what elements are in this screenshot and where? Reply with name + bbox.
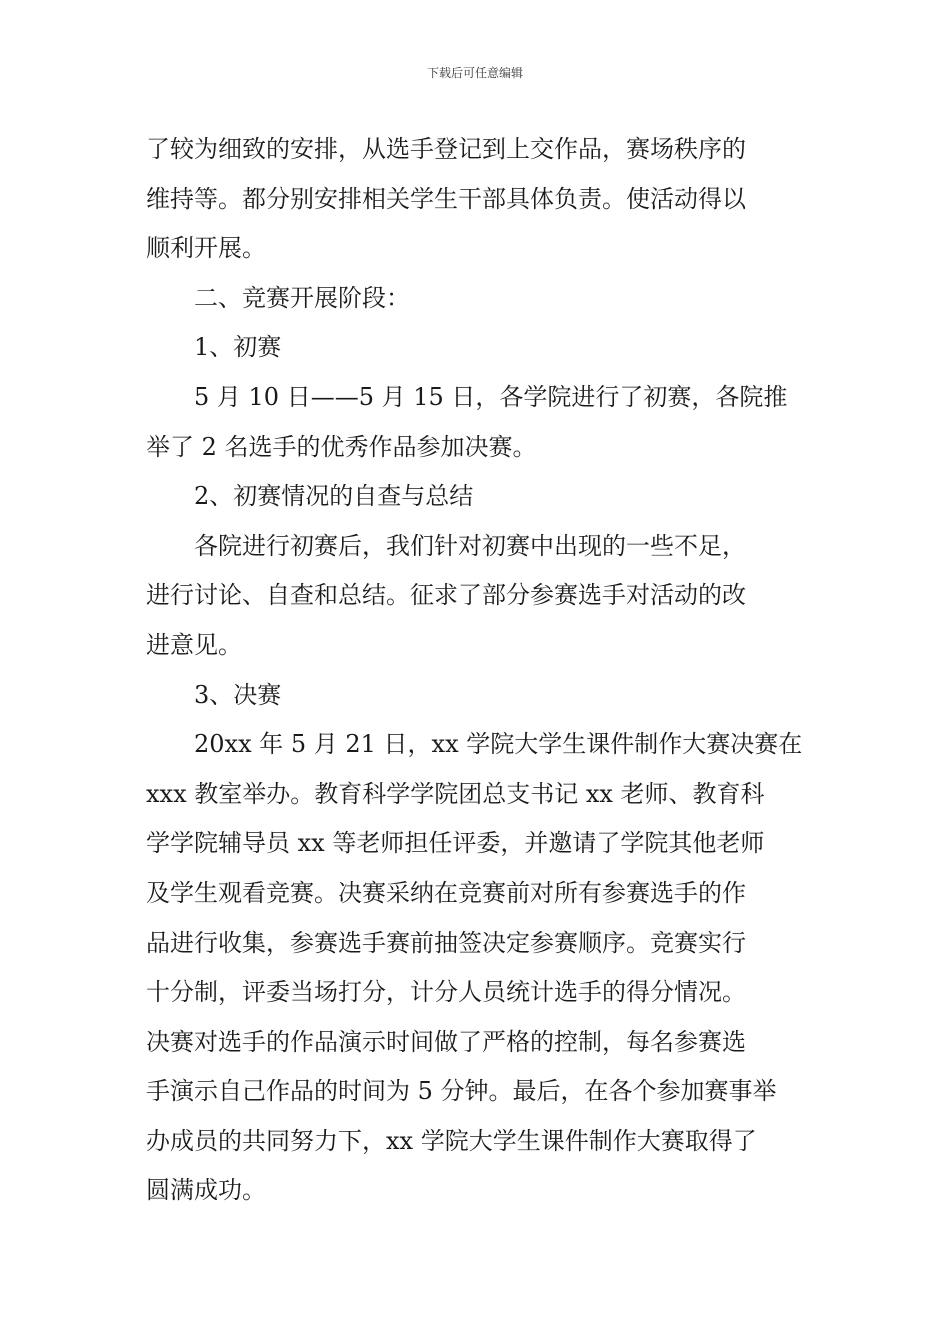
text-line: 2、初赛情况的自查与总结 <box>194 482 474 511</box>
text-line: 20xx 年 5 月 21 日，xx 学院大学生课件制作大赛决赛在 <box>194 730 803 759</box>
text-line: 了较为细致的安排，从选手登记到上交作品，赛场秩序的 <box>146 135 746 163</box>
paragraph-continuation <box>146 125 810 274</box>
text-line: 举了 2 名选手的优秀作品参加决赛。 <box>146 432 537 461</box>
subheading <box>146 671 810 721</box>
text-line: 3、决赛 <box>194 680 282 709</box>
text-line: 品进行收集，参赛选手赛前抽签决定参赛顺序。竞赛实行 <box>146 928 746 957</box>
section-heading <box>146 274 810 324</box>
text-line: 5 月 10 日——5 月 15 日，各学院进行了初赛，各院推 <box>194 382 788 411</box>
document-body <box>146 125 810 1216</box>
text-line: 二、竞赛开展阶段： <box>194 283 410 312</box>
text-line: 手演示自己作品的时间为 5 分钟。最后，在各个参加赛事举 <box>146 1077 777 1106</box>
paragraph <box>146 720 810 1216</box>
text-line: xxx 教室举办。教育科学学院团总支书记 xx 老师、教育科 <box>146 779 765 808</box>
text-line: 维持等。都分别安排相关学生干部具体负责。使活动得以 <box>146 184 746 213</box>
text-line: 进行讨论、自查和总结。征求了部分参赛选手对活动的改 <box>146 581 746 610</box>
text-line: 学学院辅导员 xx 等老师担任评委，并邀请了学院其他老师 <box>146 829 765 858</box>
text-line: 决赛对选手的作品演示时间做了严格的控制，每名参赛选 <box>146 1027 746 1056</box>
text-line: 1、初赛 <box>194 333 282 362</box>
subheading <box>146 323 810 373</box>
subheading <box>146 472 810 522</box>
text-line: 圆满成功。 <box>146 1176 266 1205</box>
paragraph <box>146 522 810 671</box>
text-line: 顺利开展。 <box>146 234 266 263</box>
text-line: 办成员的共同努力下，xx 学院大学生课件制作大赛取得了 <box>146 1126 757 1155</box>
text-line: 进意见。 <box>146 630 242 659</box>
text-line: 各院进行初赛后，我们针对初赛中出现的一些不足， <box>194 531 746 560</box>
paragraph <box>146 373 810 472</box>
text-line: 及学生观看竞赛。决赛采纳在竞赛前对所有参赛选手的作 <box>146 878 746 907</box>
text-line: 十分制，评委当场打分，计分人员统计选手的得分情况。 <box>146 978 746 1007</box>
page-header: 下载后可任意编辑 <box>426 66 523 80</box>
